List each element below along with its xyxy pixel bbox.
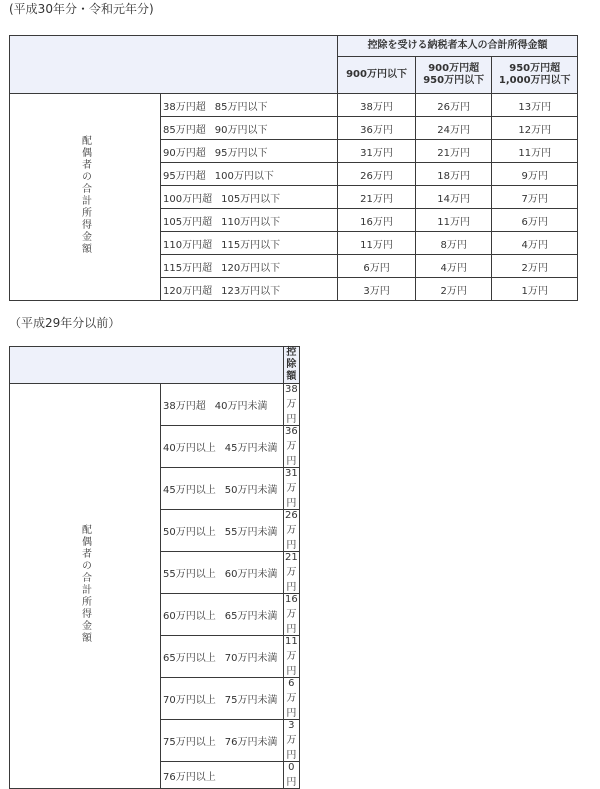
income-range-cell: 105万円超 110万円以下 xyxy=(161,209,338,232)
deduction-amount-cell: 21万円 xyxy=(338,186,416,209)
header-taxpayer-income: 控除を受ける納税者本人の合計所得金額 xyxy=(338,36,578,57)
deduction-amount-cell: 21万円 xyxy=(284,552,298,593)
deduction-amount-cell: 6万円 xyxy=(338,255,416,278)
deduction-amount-cell: 6万円 xyxy=(283,678,299,720)
income-range-cell: 65万円以上 70万円未満 xyxy=(161,636,284,678)
header-empty-cell xyxy=(10,347,284,384)
income-range-cell: 50万円以上 55万円未満 xyxy=(161,510,284,552)
deduction-amount-cell: 4万円 xyxy=(415,255,492,278)
header-col-1: 900万円以下 xyxy=(338,57,416,94)
deduction-amount-cell: 21万円 xyxy=(415,140,492,163)
header-empty-cell xyxy=(10,36,338,94)
deduction-amount-cell: 13万円 xyxy=(492,94,578,117)
income-range-cell: 95万円超 100万円以下 xyxy=(161,163,338,186)
deduction-amount-cell: 3万円 xyxy=(283,720,299,762)
deduction-amount-cell: 36万円 xyxy=(284,426,298,467)
deduction-amount-cell: 2万円 xyxy=(492,255,578,278)
income-range-cell: 38万円超 40万円未満 xyxy=(161,384,284,426)
income-range-cell: 45万円以上 50万円未満 xyxy=(161,468,284,510)
income-range-cell: 38万円超 85万円以下 xyxy=(161,94,338,117)
deduction-amount-cell: 31万円 xyxy=(284,468,298,509)
deduction-table-2018-2019 xyxy=(9,35,578,301)
deduction-amount-cell: 26万円 xyxy=(415,94,492,117)
vertical-label-spouse-income: 配偶者の合計所得金額 xyxy=(10,94,161,301)
deduction-amount-cell: 7万円 xyxy=(492,186,578,209)
table-row xyxy=(10,384,300,426)
deduction-amount-cell: 3万円 xyxy=(338,278,416,301)
deduction-amount-cell: 1万円 xyxy=(492,278,578,301)
income-range-cell: 40万円以上 45万円未満 xyxy=(161,426,284,468)
deduction-amount-cell: 16万円 xyxy=(338,209,416,232)
deduction-table-pre-2017 xyxy=(9,346,300,789)
vertical-label-spouse-income: 配偶者の合計所得金額 xyxy=(10,384,161,789)
deduction-amount-cell: 16万円 xyxy=(284,594,298,635)
header-col-3: 950万円超 1,000万円以下 xyxy=(492,57,578,94)
deduction-amount-cell: 26万円 xyxy=(284,510,298,551)
income-range-cell: 75万円以上 76万円未満 xyxy=(161,720,284,762)
deduction-amount-cell: 4万円 xyxy=(492,232,578,255)
deduction-amount-cell: 0円 xyxy=(283,762,299,789)
header-deduction-amount: 控除額 xyxy=(283,347,299,384)
income-range-cell: 76万円以上 xyxy=(161,762,284,789)
deduction-amount-cell: 38万円 xyxy=(338,94,416,117)
deduction-amount-cell: 18万円 xyxy=(415,163,492,186)
deduction-amount-cell: 11万円 xyxy=(284,636,298,677)
header-col-2: 900万円超 950万円以下 xyxy=(415,57,492,94)
deduction-amount-cell: 12万円 xyxy=(492,117,578,140)
income-range-cell: 60万円以上 65万円未満 xyxy=(161,594,284,636)
table-row xyxy=(10,94,578,117)
income-range-cell: 120万円超 123万円以下 xyxy=(161,278,338,301)
deduction-amount-cell: 6万円 xyxy=(492,209,578,232)
deduction-amount-cell: 11万円 xyxy=(492,140,578,163)
deduction-amount-cell: 26万円 xyxy=(338,163,416,186)
deduction-amount-cell: 11万円 xyxy=(415,209,492,232)
deduction-amount-cell: 36万円 xyxy=(338,117,416,140)
income-range-cell: 100万円超 105万円以下 xyxy=(161,186,338,209)
deduction-amount-cell: 24万円 xyxy=(415,117,492,140)
income-range-cell: 115万円超 120万円以下 xyxy=(161,255,338,278)
deduction-amount-cell: 38万円 xyxy=(284,384,298,425)
income-range-cell: 85万円超 90万円以下 xyxy=(161,117,338,140)
income-range-cell: 70万円以上 75万円未満 xyxy=(161,678,284,720)
deduction-amount-cell: 31万円 xyxy=(338,140,416,163)
caption-post-2018: (平成30年分・令和元年分) xyxy=(9,2,154,16)
deduction-amount-cell: 14万円 xyxy=(415,186,492,209)
income-range-cell: 90万円超 95万円以下 xyxy=(161,140,338,163)
caption-pre-2017: （平成29年分以前） xyxy=(9,316,121,330)
deduction-amount-cell: 9万円 xyxy=(492,163,578,186)
income-range-cell: 110万円超 115万円以下 xyxy=(161,232,338,255)
deduction-amount-cell: 8万円 xyxy=(415,232,492,255)
income-range-cell: 55万円以上 60万円未満 xyxy=(161,552,284,594)
deduction-amount-cell: 11万円 xyxy=(338,232,416,255)
deduction-amount-cell: 2万円 xyxy=(415,278,492,301)
